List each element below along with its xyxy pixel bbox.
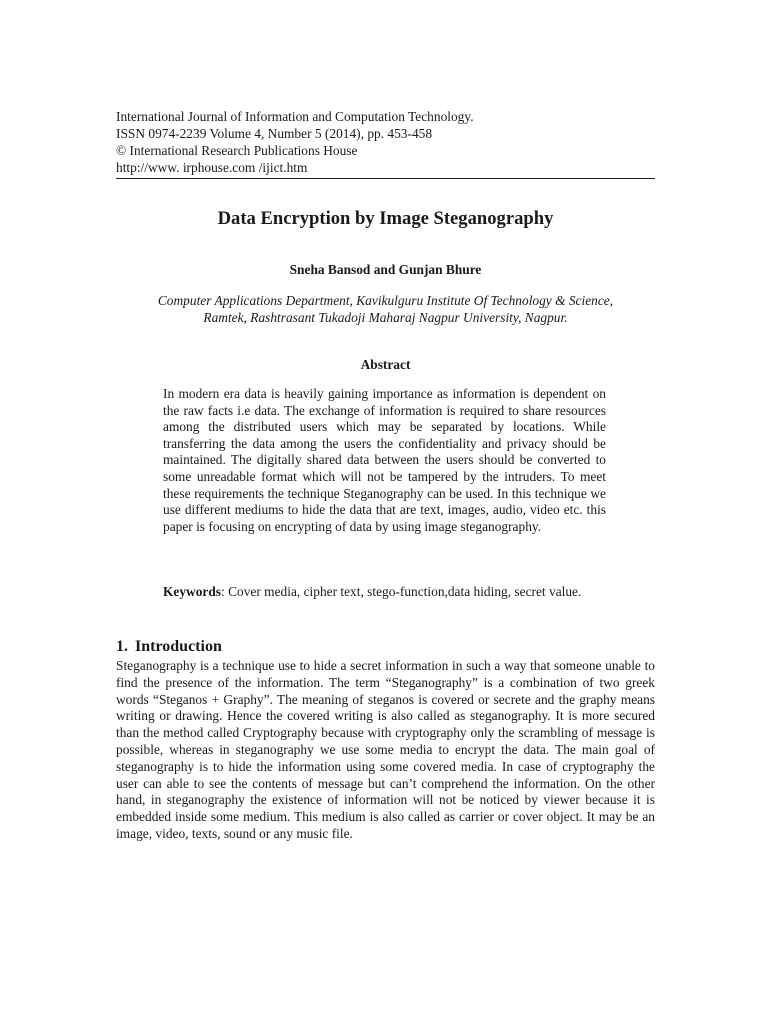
- paper-affiliation: [116, 292, 655, 326]
- header-divider: [116, 178, 655, 179]
- journal-header: [116, 108, 656, 176]
- journal-issn: ISSN 0974-2239 Volume 4, Number 5 (2014), pp. 453-458: [116, 126, 433, 141]
- section-heading-introduction: [116, 637, 655, 657]
- journal-publisher: © International Research Publications House: [116, 143, 358, 158]
- keywords: [163, 584, 606, 601]
- affiliation-line-1: Computer Applications Department, Kavikulguru Institute Of Technology & Science,: [157, 293, 614, 308]
- journal-url: http://www. irphouse.com /ijict.htm: [116, 160, 308, 175]
- section-number: 1.: [116, 638, 128, 655]
- affiliation-line-2: Ramtek, Rashtrasant Tukadoji Maharaj Nagpur University, Nagpur.: [203, 310, 568, 325]
- introduction-text: Steganography is a technique use to hide a secret information in such a way that someone unable to find the presence of the information. The term “Steganography” is a combination of two greek words “Steganos + Graphy”. The meaning of steganos is covered or secrete and the graphy means writing or drawing. Hence the covered writing is also called as steganography. It is more secured than the method called Cryptography because with cryptography only the scrambling of message is possible, whereas in steganography we use some media to encrypt the data. The main goal of steganography is to hide the information using some covered media. In case of cryptography the user can able to see the contents of message but can’t comprehend the information. On the other hand, in steganography the existence of information will not be noticed by viewer because it is embedded inside some medium. This medium is also called as carrier or cover object. It may be an image, video, texts, sound or any music file.: [116, 658, 655, 841]
- paper-title: Data Encryption by Image Steganography: [217, 208, 554, 229]
- section-title: Introduction: [135, 638, 222, 655]
- keywords-text: : Cover media, cipher text, stego-function,data hiding, secret value.: [221, 584, 582, 599]
- journal-name: International Journal of Information and Computation Technology.: [116, 109, 474, 124]
- paper-authors: Sneha Bansod and Gunjan Bhure: [289, 262, 482, 277]
- keywords-label: Keywords: [163, 584, 222, 599]
- abstract-text: In modern era data is heavily gaining importance as information is dependent on the raw facts i.e data. The exchange of information is required to share resources among the distributed users which may be separated by locations. While transferring the data among the users the confidentiality and privacy should be maintained. The digitally shared data between the users should be converted to some unreadable format which will not be tampered by the intruders. To meet these requirements the technique Steganography can be used. In this technique we use different mediums to hide the data that are text, images, audio, video etc. this paper is focusing on encrypting of data by using image steganography.: [163, 386, 606, 534]
- abstract-heading: Abstract: [360, 357, 411, 372]
